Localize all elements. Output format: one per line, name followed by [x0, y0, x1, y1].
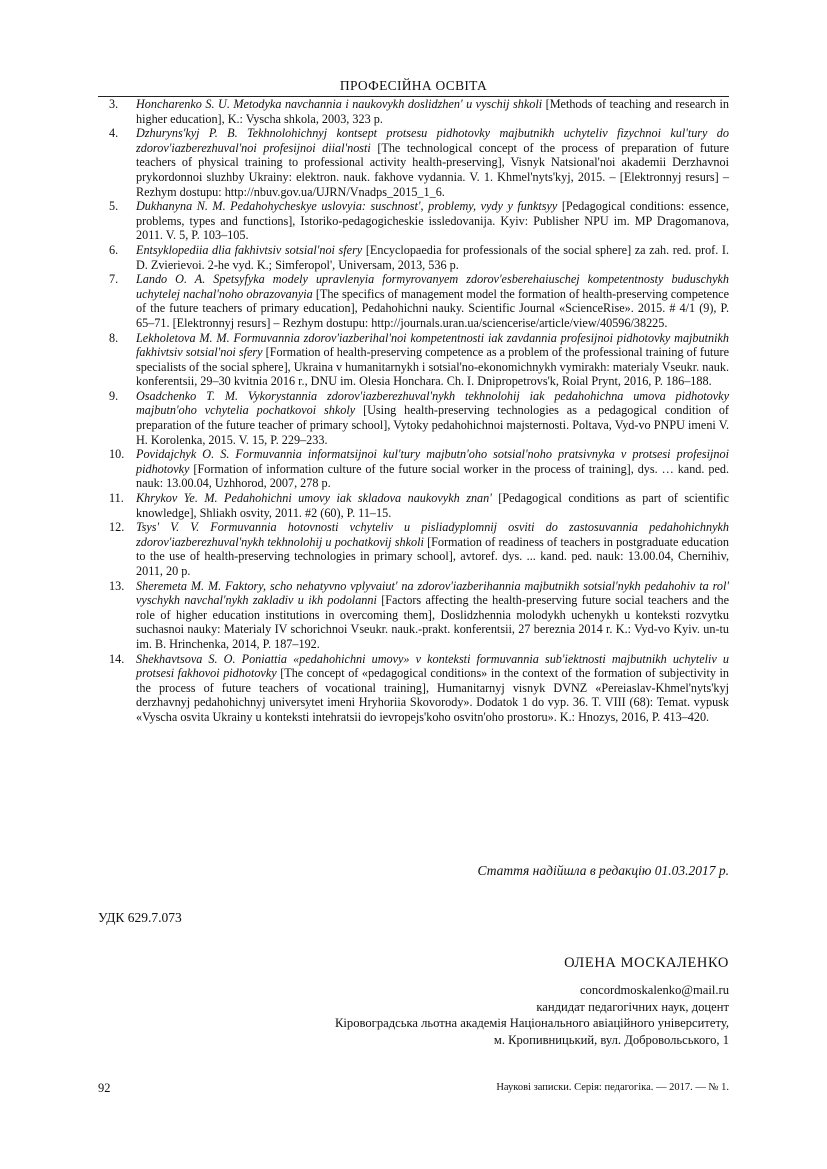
reference-title: Shekhavtsova S. O. Poniattia «pedahohichni umovy» v konteksti formuvannia sub'iektnosti majbutnikh uchyteliv u protsesi fakhovoi pidhotovky — [136, 651, 729, 681]
reference-number: 11. — [109, 491, 124, 506]
reference-details: [Pedagogical conditions: essence, problems, types and functions], Istoriko-pedagogicheskie issledovanija. Kyiv: Publisher NPU im. MP Dragomanova, 2011. V. 5, P. 103–105. — [136, 199, 729, 243]
reference-item — [98, 272, 729, 330]
reference-number: 14. — [109, 651, 125, 666]
author-affiliation: Кіровоградська льотна академія Національного авіаційного університету, — [335, 1016, 729, 1030]
reference-item — [98, 579, 729, 652]
reference-item — [98, 199, 729, 243]
reference-number: 12. — [109, 520, 125, 535]
reference-item — [98, 447, 729, 491]
reference-title: Osadchenko T. M. Vykorystannia zdorov'iazberezhuval'nykh tekhnolohij iak pedahohichna umova pidhotovky majbutn'oho vchytelia pochatkovoi shkoly — [136, 388, 729, 418]
reference-details: [Pedagogical conditions as part of scientific knowledge], Shliakh osvity, 2011. #2 (60), P. 11–15. — [136, 491, 729, 520]
reference-number: 13. — [109, 578, 125, 593]
reference-title: Dzhuryns'kyj P. B. Tekhnolohichnyj kontsept protsesu pidhotovky majbutnikh uchyteliv fizychnoi kul'tury do zdorov'iazberezhuval'noi profesijnoi diial'nosti — [136, 126, 729, 155]
reference-item — [98, 97, 729, 126]
reference-details: [Using health-preserving technologies as a pedagogical condition of preparation of the future teacher of primary school], Vytoky pedahohichnoi majsternosti. Poltava, Vyd-vo PNPU imeni V. H. Korolenka, 2015. V. 15, P. 229–233. — [136, 403, 729, 447]
reference-list — [98, 97, 729, 725]
reference-details: [The specifics of management model the formation of health-preserving competence of the future teachers of primary education], Pedahohichni nauky. Scientific Journal «ScienceRise». 2015. # 4/1 (9), P. 65–71. [Elektronnyj resurs] – Rezhym dostupu: http://journals.uran.ua/sciencerise/article/view/40596/38225. — [136, 286, 729, 330]
reference-title: Povidajchyk O. S. Formuvannia informatsijnoi kul'tury majbutn'oho sotsial'noho pratsivnyka v protsesi profesijnoi pidhotovky — [136, 447, 729, 476]
reference-title: Honcharenko S. U. Metodyka navchannia i naukovykh doslidzhen' u vyschij shkoli — [136, 97, 543, 111]
reference-number: 7. — [109, 272, 119, 287]
reference-item — [98, 491, 729, 520]
author-address: м. Кропивницький, вул. Добровольського, 1 — [493, 1032, 729, 1047]
reference-number: 5. — [109, 199, 119, 214]
received-date-note: Стаття надійшла в редакцію 01.03.2017 р. — [477, 863, 729, 878]
reference-details: [The technological concept of the process of preparation of future teachers of physical training to professional activity health-preserving], Visnyk Natsional'noi akademii Derzhavnoi prykordonnoi sluzhby Ukrainy: elektron. nauk. fakhove vydannia. V. 1. Khmel'nyts'kyj, 2015. – [Elektronnyj resurs] – Rezhym dostupu: http://nbuv.gov.ua/UJRN/Vnadps_2015_1_6. — [136, 140, 729, 199]
reference-details: [Formation of health-preserving competence as a problem of the professional training of future specialists of the social sphere], Ukraina v humanitarnykh i sotsial'no-ekonomichnykh vymirakh: materialy Vseukr. nauk. konferentsii, 29–30 kvitnia 2016 r., DNU im. Olesia Honchara. Ch. I. Dnipropetrovs'k, Roial Prynt, 2016, P. 186–188. — [136, 345, 729, 389]
page-number: 92 — [98, 1081, 111, 1095]
reference-number: 10. — [109, 447, 125, 462]
author-degree: кандидат педагогічних наук, доцент — [536, 999, 729, 1014]
reference-title: Lando O. A. Spetsyfyka modely upravlenyia formyrovanyem zdorov'esberehaiuschej kompetentnosty buduschykh uchytelej nachal'noho obrazovanyia — [136, 272, 729, 301]
udk-code: УДК 629.7.073 — [98, 910, 182, 925]
reference-details: [Encyclopaedia for professionals of the social sphere] za zah. red. prof. I. D. Zvierievoi. 2-he vyd. K.; Simferopol', Universam, 2013, 536 p. — [136, 242, 730, 272]
reference-item — [98, 331, 729, 389]
reference-title: Tsys' V. V. Formuvannia hotovnosti vchyteliv u pisliadyplomnij osviti do zastosuvannia pedahohichnykh zdorov'iazberezhuval'nykh tekhnolohij u pochatkovij shkoli — [136, 520, 729, 549]
running-header: ПРОФЕСІЙНА ОСВІТА — [339, 78, 488, 93]
journal-footer: Наукові записки. Серія: педагогіка. — 2017. — № 1. — [496, 1082, 729, 1093]
reference-number: 8. — [109, 330, 119, 345]
reference-number: 6. — [109, 242, 119, 257]
reference-item — [98, 520, 729, 578]
author-name: ОЛЕНА МОСКАЛЕНКО — [564, 955, 729, 971]
author-email: concordmoskalenko@mail.ru — [579, 983, 729, 997]
reference-number: 4. — [109, 126, 119, 141]
reference-item — [98, 389, 729, 447]
reference-item — [98, 652, 729, 725]
reference-number: 9. — [109, 388, 119, 403]
reference-title: Khrykov Ye. M. Pedahohichni umovy iak skladova naukovykh znan' — [136, 491, 492, 506]
reference-details: [Formation of information culture of the future social worker in the process of training], dys. … kand. ped. nauk: 13.00.04, Uzhhorod, 2007, 278 p. — [136, 461, 729, 491]
reference-details: [Formation of readiness of teachers in postgraduate education to the use of health-preserving technologies in primary school], avtoref. dys. ... kand. ped. nauk: 13.00.04, Chernihiv, 2011, 20 p. — [136, 534, 729, 578]
author-info — [98, 982, 729, 1048]
reference-item — [98, 126, 729, 199]
reference-number: 3. — [109, 97, 119, 111]
reference-item — [98, 243, 729, 272]
reference-title: Lekholetova M. M. Formuvannia zdorov'iazberihal'noi kompetentnosti iak zavdannia profesijnoi pidhotovky majbutnikh fakhivtsiv sotsial'noi sfery — [136, 330, 729, 360]
reference-title: Sheremeta M. M. Faktory, scho nehatyvno vplyvaiut' na zdorov'iazberihannia majbutnikh sotsial'nykh pedahohiv ta rol' vyschykh navchal'nykh zakladiv u ikh podolanni — [136, 578, 729, 608]
reference-details: [The concept of «pedagogical conditions» in the context of the formation of subjectivity in the process of future teachers of vocational training], Humanitarnyj visnyk DVNZ «Pereiaslav-Khmel'nyts'kyj derzhavnyj pedahohichnyj universytet imeni Hryhoriia Skovorody». Dodatok 1 do vyp. 36. T. VIII (68): Temat. vypusk «Vyscha osvita Ukrainy u konteksti intehratsii do ievropejs'koho osvitn'oho prostoru». K.: Hnozys, 2016, P. 413–420. — [136, 666, 729, 724]
reference-title: Dukhanyna N. M. Pedahohycheskye uslovyia: suschnost', problemy, vydy y funktsyy — [136, 199, 558, 214]
reference-title: Entsyklopediia dlia fakhivtsiv sotsial'noi sfery — [136, 242, 363, 257]
reference-details: [Methods of teaching and research in higher education], K.: Vyscha shkola, 2003, 323 p. — [136, 97, 729, 126]
reference-details: [Factors affecting the health-preserving future social teachers and the role of higher education institutions in overcoming them], Doslidzhennia molodykh uchenykh u konteksti rozvytku suchasnoi nauky: Materialy IV schorichnoi Vseukr. nauk.-prakt. konferentsii, 27 bereznia 2014 r. K.: Vyd-vo Kyiv. un-tu im. B. Hrinchenka, 2014, P. 187–192. — [136, 593, 729, 651]
